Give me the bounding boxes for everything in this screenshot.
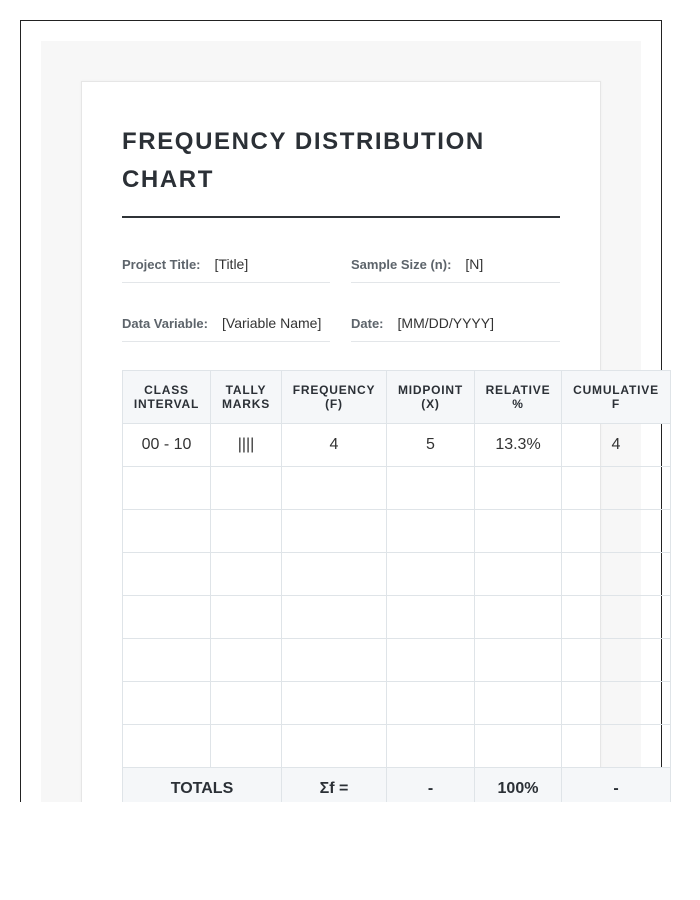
table-row	[123, 725, 671, 768]
cumulative-cell[interactable]	[562, 596, 671, 639]
cumulative-cell[interactable]	[562, 510, 671, 553]
totals-label: TOTALS	[123, 768, 282, 803]
class-interval-cell[interactable]	[123, 639, 211, 682]
frequency-cell[interactable]	[282, 467, 387, 510]
totals-relative-percent: 100%	[475, 768, 562, 803]
midpoint-cell[interactable]	[387, 553, 475, 596]
table-row	[123, 467, 671, 510]
relative-percent-cell[interactable]	[475, 467, 562, 510]
table-header-row	[123, 371, 671, 424]
field-label: Project Title:	[122, 257, 201, 272]
sample-size-field[interactable]	[351, 244, 560, 283]
tally-marks-cell[interactable]	[211, 596, 282, 639]
class-interval-cell[interactable]	[123, 553, 211, 596]
relative-percent-cell[interactable]	[475, 553, 562, 596]
frequency-cell[interactable]	[282, 510, 387, 553]
page-title: FREQUENCY DISTRIBUTION CHART	[122, 128, 485, 193]
relative-percent-cell[interactable]: 13.3%	[475, 424, 562, 467]
midpoint-cell[interactable]	[387, 467, 475, 510]
table-row	[123, 639, 671, 682]
totals-row	[123, 768, 671, 803]
midpoint-cell[interactable]: 5	[387, 424, 475, 467]
header-tally-marks: TALLY MARKS	[211, 371, 282, 424]
cumulative-cell[interactable]	[562, 682, 671, 725]
date-field[interactable]	[351, 303, 560, 342]
title-divider	[122, 216, 560, 218]
field-value[interactable]: [MM/DD/YYYY]	[397, 315, 494, 331]
class-interval-cell[interactable]	[123, 725, 211, 768]
table-row	[123, 510, 671, 553]
midpoint-cell[interactable]	[387, 510, 475, 553]
project-title-field[interactable]	[122, 244, 330, 283]
frequency-cell[interactable]	[282, 553, 387, 596]
cumulative-cell[interactable]	[562, 467, 671, 510]
class-interval-cell[interactable]	[123, 467, 211, 510]
tally-marks-cell[interactable]	[211, 682, 282, 725]
tally-marks-cell[interactable]	[211, 639, 282, 682]
midpoint-cell[interactable]	[387, 639, 475, 682]
class-interval-cell[interactable]: 00 - 10	[123, 424, 211, 467]
table-row	[123, 596, 671, 639]
header-class-interval: CLASS INTERVAL	[123, 371, 211, 424]
tally-marks-cell[interactable]	[211, 510, 282, 553]
field-label: Date:	[351, 316, 384, 331]
totals-frequency[interactable]: Σf =	[282, 768, 387, 803]
relative-percent-cell[interactable]	[475, 510, 562, 553]
frequency-cell[interactable]	[282, 725, 387, 768]
relative-percent-cell[interactable]	[475, 682, 562, 725]
header-cumulative: CUMULATIVE F	[562, 371, 671, 424]
relative-percent-cell[interactable]	[475, 725, 562, 768]
midpoint-cell[interactable]	[387, 682, 475, 725]
midpoint-cell[interactable]	[387, 725, 475, 768]
midpoint-cell[interactable]	[387, 596, 475, 639]
field-value[interactable]: [Title]	[214, 256, 249, 272]
header-frequency: FREQUENCY (F)	[282, 371, 387, 424]
frequency-cell[interactable]: 4	[282, 424, 387, 467]
header-midpoint: MIDPOINT (X)	[387, 371, 475, 424]
cumulative-cell[interactable]	[562, 725, 671, 768]
data-variable-field[interactable]	[122, 303, 330, 342]
table-row	[123, 682, 671, 725]
field-label: Sample Size (n):	[351, 257, 452, 272]
cumulative-cell[interactable]	[562, 553, 671, 596]
frequency-cell[interactable]	[282, 682, 387, 725]
relative-percent-cell[interactable]	[475, 639, 562, 682]
class-interval-cell[interactable]	[123, 596, 211, 639]
tally-marks-cell[interactable]	[211, 467, 282, 510]
frequency-table	[122, 370, 671, 802]
tally-marks-cell[interactable]	[211, 553, 282, 596]
header-relative-percent: RELATIVE %	[475, 371, 562, 424]
class-interval-cell[interactable]	[123, 510, 211, 553]
frequency-cell[interactable]	[282, 596, 387, 639]
info-fields	[122, 244, 560, 342]
field-value[interactable]: [N]	[465, 256, 484, 272]
table-row	[123, 553, 671, 596]
document-content	[122, 81, 560, 342]
table-row	[123, 424, 671, 467]
cumulative-cell[interactable]	[562, 639, 671, 682]
tally-marks-cell[interactable]	[211, 725, 282, 768]
field-label: Data Variable:	[122, 316, 208, 331]
class-interval-cell[interactable]	[123, 682, 211, 725]
frequency-cell[interactable]	[282, 639, 387, 682]
relative-percent-cell[interactable]	[475, 596, 562, 639]
totals-cumulative: -	[562, 768, 671, 803]
tally-marks-cell[interactable]: ||||	[211, 424, 282, 467]
cumulative-cell[interactable]: 4	[562, 424, 671, 467]
totals-midpoint: -	[387, 768, 475, 803]
field-value[interactable]: [Variable Name]	[222, 315, 322, 331]
